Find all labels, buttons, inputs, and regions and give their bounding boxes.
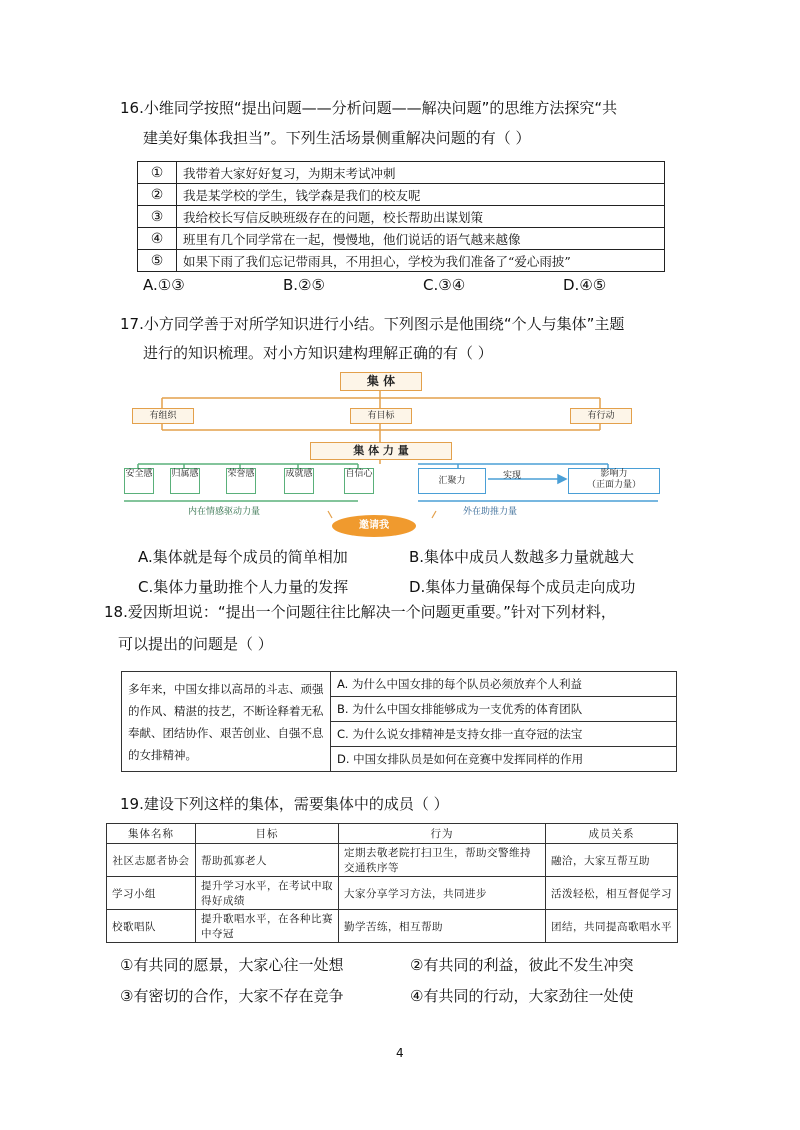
q18-stem-line1: 18.爱因斯坦说：“提出一个问题往往比解决一个问题更重要。”针对下列材料， [104, 603, 616, 621]
table-row: ③ 我给校长写信反映班级存在的问题，校长帮助出谋划策 [138, 206, 665, 228]
table-header-row: 集体名称 目标 行为 成员关系 [107, 824, 678, 844]
q18-stem-line2: 可以提出的问题是（ ） [118, 635, 273, 653]
q18-option-d: D. 中国女排队员是如何在竞赛中发挥同样的作用 [331, 747, 677, 772]
q18-option-a: A. 为什么中国女排的每个队员必须放弃个人利益 [331, 672, 677, 697]
q16-option-b: B.②⑤ [283, 276, 325, 294]
q19-table [106, 823, 678, 943]
q18-option-c: C. 为什么说女排精神是支持女排一直夺冠的法宝 [331, 722, 677, 747]
q18-option-b: B. 为什么中国女排能够成为一支优秀的体育团队 [331, 697, 677, 722]
diagram-node-security: 安全感 [124, 468, 154, 494]
diagram-arrow-label: 实现 [503, 471, 522, 481]
q17-stem-line1: 17.小方同学善于对所学知识进行小结。下列图示是他围绕“个人与集体”主题 [120, 315, 625, 333]
q17-option-b: B.集体中成员人数越多力量就越大 [409, 548, 635, 566]
diagram-node-goal: 有目标 [350, 408, 412, 424]
q19-option-1: ①有共同的愿景，大家心往一处想 [120, 956, 344, 974]
diagram-node-collective: 集 体 [340, 372, 422, 391]
diagram-node-honor: 荣誉感 [226, 468, 256, 494]
diagram-inner-force-label: 内在情感驱动力量 [188, 507, 261, 517]
diagram-outer-force-label: 外在助推力量 [463, 507, 518, 517]
diagram-node-me: 邀请我 [332, 515, 416, 537]
diagram-node-influence [568, 468, 660, 494]
q16-table [137, 161, 665, 272]
q18-material: 多年来，中国女排以高昂的斗志、顽强的作风、精湛的技艺，不断诠释着无私奉献、团结协作、艰苦创业、自强不息的女排精神。 [122, 672, 331, 772]
table-row: ⑤ 如果下雨了我们忘记带雨具，不用担心，学校为我们准备了“爱心雨披” [138, 250, 665, 272]
q16-option-a: A.①③ [143, 276, 185, 294]
table-row: 校歌唱队 提升歌唱水平，在各种比赛中夺冠 勤学苦练，相互帮助 团结，共同提高歌唱水平 [107, 910, 678, 943]
q16-option-d: D.④⑤ [563, 276, 607, 294]
table-row [122, 672, 677, 697]
table-row: ① 我带着大家好好复习，为期末考试冲刺 [138, 162, 665, 184]
q19-option-2: ②有共同的利益，彼此不发生冲突 [410, 956, 634, 974]
diagram-node-action: 有行动 [570, 408, 632, 424]
q16-stem-line2: 建美好集体我担当”。下列生活场景侧重解决问题的有（ ） [143, 129, 531, 147]
influence-label: 影响力 [600, 469, 628, 479]
table-row: ④ 班里有几个同学常在一起，慢慢地，他们说话的语气越来越像 [138, 228, 665, 250]
q19-option-4: ④有共同的行动，大家劲往一处使 [410, 987, 634, 1005]
diagram-node-belonging: 归属感 [170, 468, 200, 494]
q17-option-a: A.集体就是每个成员的简单相加 [138, 548, 348, 566]
q18-table [121, 671, 677, 772]
q17-stem-line2: 进行的知识梳理。对小方知识建构理解正确的有（ ） [143, 344, 493, 362]
table-row: 社区志愿者协会 帮助孤寡老人 定期去敬老院打扫卫生，帮助交警维持交通秩序等 融洽，大家互帮互助 [107, 844, 678, 877]
diagram-node-collective-power: 集 体 力 量 [310, 442, 452, 460]
q17-option-c: C.集体力量助推个人力量的发挥 [138, 578, 349, 596]
diagram-node-achievement: 成就感 [284, 468, 314, 494]
q16-stem-line1: 16.小维同学按照“提出问题——分析问题——解决问题”的思维方法探究“共 [120, 99, 618, 117]
q16-option-c: C.③④ [423, 276, 466, 294]
q17-option-d: D.集体力量确保每个成员走向成功 [409, 578, 636, 596]
diagram-node-cohesion: 汇聚力 [418, 468, 486, 494]
influence-sub-label: （正面力量） [586, 480, 641, 490]
diagram-node-confidence: 自信心 [344, 468, 374, 494]
q19-stem: 19.建设下列这样的集体，需要集体中的成员（ ） [120, 795, 449, 813]
diagram-node-organized: 有组织 [132, 408, 194, 424]
knowledge-diagram [118, 368, 680, 543]
table-row: ② 我是某学校的学生，钱学森是我们的校友呢 [138, 184, 665, 206]
table-row: 学习小组 提升学习水平，在考试中取得好成绩 大家分享学习方法，共同进步 活泼轻松，相互督促学习 [107, 877, 678, 910]
page-number: 4 [396, 1046, 404, 1060]
q19-option-3: ③有密切的合作，大家不存在竞争 [120, 987, 344, 1005]
